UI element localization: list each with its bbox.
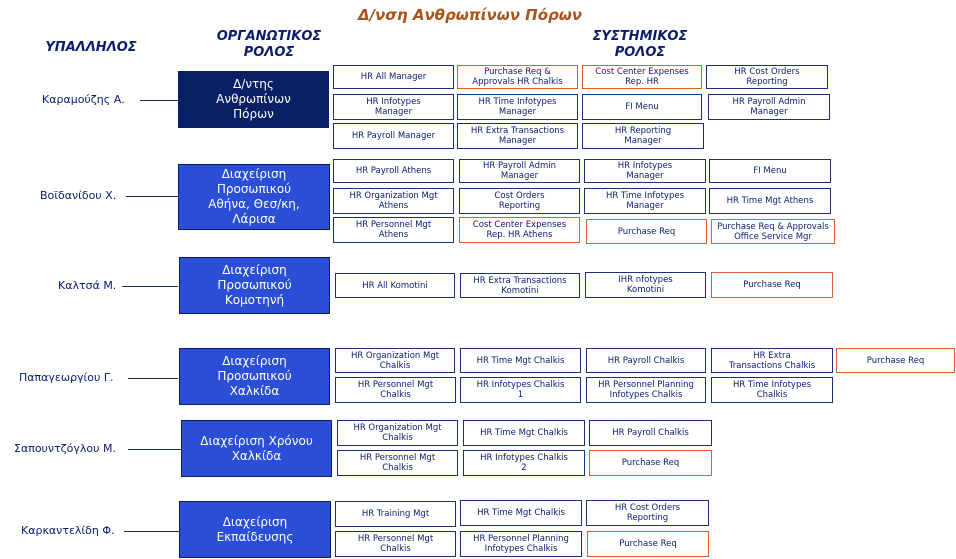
system-role-box: HR Personnel Mgt Chalkis <box>337 450 458 476</box>
system-role-box: Purchase Req <box>586 219 707 244</box>
system-role-box: Purchase Req & Approvals Office Service Mgr <box>711 219 835 244</box>
system-role-box: HR Payroll Manager <box>333 123 454 149</box>
system-role-box: HR Payroll Chalkis <box>586 348 706 373</box>
connector-line <box>124 531 179 532</box>
system-role-box: HR All Komotini <box>335 273 455 298</box>
system-role-box: Purchase Req & Approvals HR Chalkis <box>457 65 578 89</box>
system-role-box: FI Menu <box>709 159 831 183</box>
org-role-box: Διαχείριση Εκπαίδευσης <box>179 501 331 558</box>
system-role-box: Cost Center Expenses Rep. HR Athens <box>459 217 580 243</box>
system-role-box: HR Payroll Admin Manager <box>708 94 830 120</box>
system-role-box: HR Payroll Chalkis <box>589 420 712 446</box>
system-role-box: HR Organization Mgt Athens <box>333 188 454 214</box>
system-role-box: HR Cost Orders Reporting <box>706 65 828 89</box>
system-role-box: HR Extra Transactions Komotini <box>460 273 580 298</box>
system-role-box: HR Organization Mgt Chalkis <box>335 348 455 373</box>
system-role-box: Cost Center Expenses Rep. HR <box>582 65 702 89</box>
org-role-box: Διαχείριση Προσωπικού Κομοτηνή <box>179 257 330 314</box>
system-role-box: HR Extra Transactions Chalkis <box>711 348 833 373</box>
system-role-box: HR Reporting Manager <box>582 123 704 149</box>
sys-role-column-header: ΣΥΣΤΗΜΙΚΟΣ ΡΟΛΟΣ <box>592 29 688 60</box>
system-role-box: HR Extra Transactions Manager <box>457 123 578 149</box>
system-role-box: HR Training Mgt <box>335 501 456 527</box>
system-role-box: HR Infotypes Chalkis 2 <box>463 450 585 476</box>
system-role-box: HR Payroll Athens <box>333 159 454 183</box>
system-role-box: HR Time Infotypes Chalkis <box>711 377 833 403</box>
org-role-box: Διαχείριση Χρόνου Χαλκίδα <box>181 420 332 477</box>
org-role-column-header: ΟΡΓΑΝΩΤΙΚΟΣ ΡΟΛΟΣ <box>216 29 322 60</box>
connector-line <box>128 378 178 379</box>
org-role-box: Διαχείριση Προσωπικού Χαλκίδα <box>179 348 330 405</box>
system-role-box: HR Infotypes Manager <box>584 159 706 183</box>
system-role-box: HR Payroll Admin Manager <box>459 159 580 183</box>
connector-line <box>128 449 181 450</box>
org-role-box: Δ/ντης Ανθρωπίνων Πόρων <box>178 71 329 128</box>
system-role-box: Cost Orders Reporting <box>459 188 580 214</box>
connector-line <box>126 196 178 197</box>
system-role-box: HR Cost Orders Reporting <box>586 500 709 526</box>
employee-name: Παπαγεωργίου Γ. <box>19 371 114 384</box>
system-role-box: Purchase Req <box>589 450 712 476</box>
connector-line <box>140 100 178 101</box>
employee-name: Βοϊδανίδου Χ. <box>40 189 117 202</box>
system-role-box: HR Time Infotypes Manager <box>584 188 706 214</box>
system-role-box: HR Personnel Mgt Athens <box>333 217 454 243</box>
system-role-box: Purchase Req <box>587 531 709 557</box>
system-role-box: HR Personnel Planning Infotypes Chalkis <box>586 377 706 403</box>
employee-name: Καλτσά Μ. <box>58 279 117 292</box>
employee-name: Σαπουντζόγλου Μ. <box>14 442 116 455</box>
system-role-box: IHR nfotypes Komotini <box>585 272 706 298</box>
connector-line <box>122 286 178 287</box>
system-role-box: HR Time Mgt Chalkis <box>463 420 585 446</box>
system-role-box: Purchase Req <box>711 272 833 298</box>
system-role-box: HR Personnel Planning Infotypes Chalkis <box>460 531 582 557</box>
employee-name: Καραμούζης Α. <box>42 93 125 106</box>
system-role-box: HR Time Infotypes Manager <box>457 94 578 120</box>
system-role-box: Purchase Req <box>836 348 955 373</box>
system-role-box: HR Time Mgt Chalkis <box>460 500 582 526</box>
employee-name: Καρκαντελίδη Φ. <box>21 524 115 537</box>
system-role-box: HR Infotypes Chalkis 1 <box>460 377 581 403</box>
system-role-box: HR Time Mgt Athens <box>709 188 831 214</box>
system-role-box: HR All Manager <box>333 65 454 89</box>
system-role-box: FI Menu <box>582 94 702 120</box>
system-role-box: HR Organization Mgt Chalkis <box>337 420 458 446</box>
system-role-box: HR Time Mgt Chalkis <box>460 348 581 373</box>
system-role-box: HR Infotypes Manager <box>333 94 454 120</box>
system-role-box: HR Personnel Mgt Chalkis <box>335 531 456 557</box>
diagram-title: Δ/νση Ανθρωπίνων Πόρων <box>357 6 583 24</box>
org-role-box: Διαχείριση Προσωπικού Αθήνα, Θεσ/κη, Λάρισα <box>178 164 330 230</box>
employee-column-header: ΥΠΑΛΛΗΛΟΣ <box>45 40 137 55</box>
system-role-box: HR Personnel Mgt Chalkis <box>335 377 456 403</box>
